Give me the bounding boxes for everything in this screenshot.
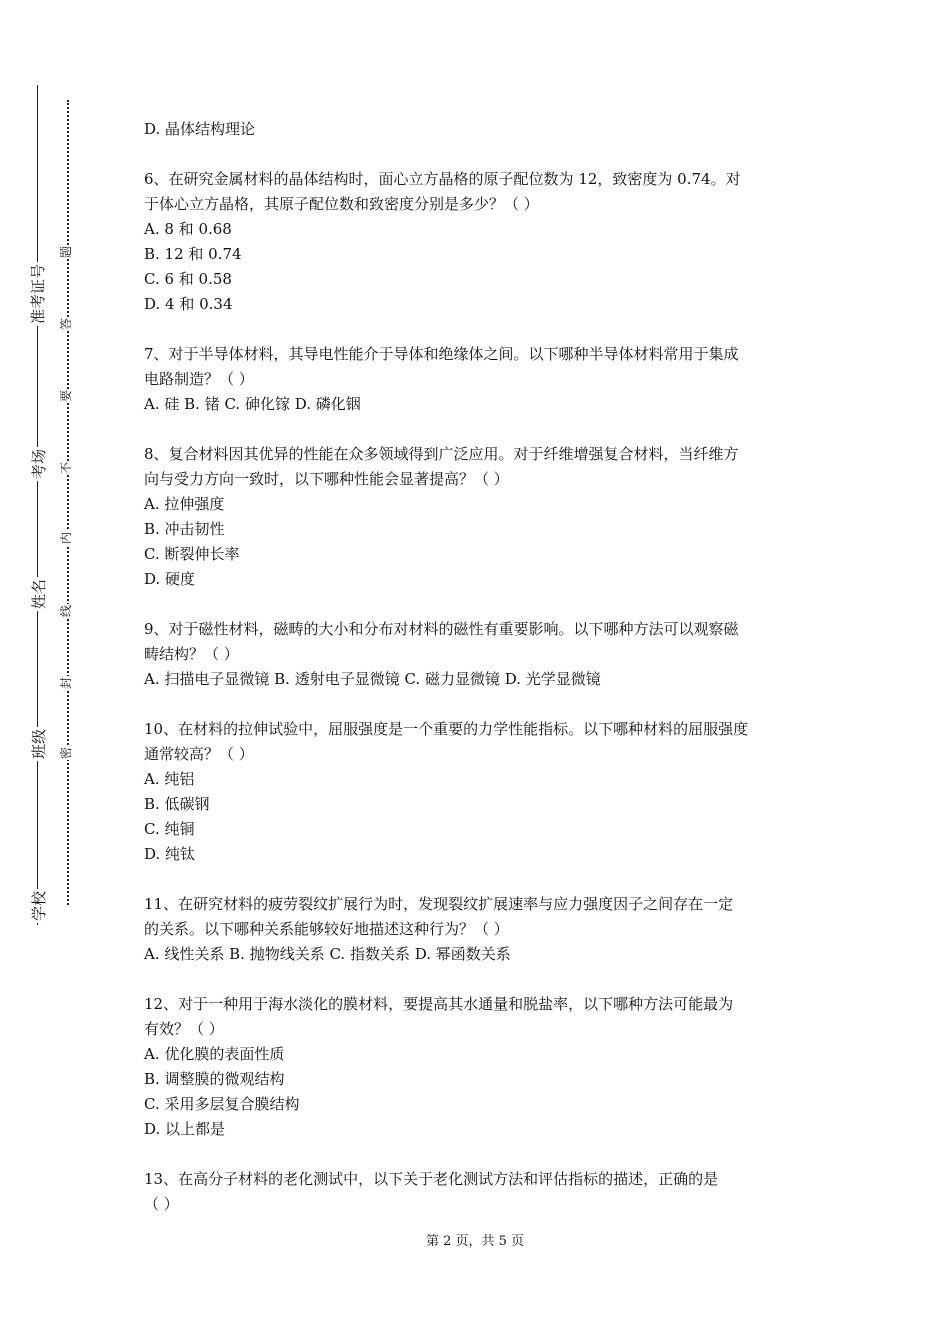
seal-char: 不 [59,461,74,475]
question-stem: 12、对于一种用于海水淡化的膜材料，要提高其水通量和脱盐率，以下哪种方法可能最为 [144,995,734,1013]
question-stem: 电路制造？（ ） [144,370,254,388]
option: D. 4 和 0.34 [144,295,233,313]
question-stem: 有效？（ ） [144,1020,224,1038]
option: D. 硬度 [144,570,196,588]
option: C. 6 和 0.58 [144,270,232,288]
question-stem: 8、复合材料因其优异的性能在众多领域得到广泛应用。对于纤维增强复合材料，当纤维方 [144,445,739,463]
question-6 [144,167,814,317]
question-stem: 9、对于磁性材料，磁畴的大小和分布对材料的磁性有重要影响。以下哪种方法可以观察磁 [144,620,739,638]
prev-question-tail [144,117,814,142]
option: B. 冲击韧性 [144,520,225,538]
question-7 [144,342,814,417]
option: A. 硅 B. 锗 C. 砷化镓 D. 磷化铟 [144,395,361,413]
option: A. 拉伸强度 [144,495,225,513]
question-stem: 10、在材料的拉伸试验中，屈服强度是一个重要的力学性能指标。以下哪种材料的屈服强度 [144,720,749,738]
question-8 [144,442,814,592]
question-9 [144,617,814,692]
question-stem: 的关系。以下哪种关系能够较好地描述这种行为？（ ） [144,920,509,938]
option: B. 调整膜的微观结构 [144,1070,285,1088]
label-school: 学校 [30,890,49,922]
question-stem: 通常较高？（ ） [144,745,254,763]
question-stem: （ ） [144,1195,179,1213]
seal-char: 内 [59,531,74,545]
binding-margin [0,0,80,1344]
question-stem: 11、在研究材料的疲劳裂纹扩展行为时，发现裂纹扩展速率与应力强度因子之间存在一定 [144,895,734,913]
question-stem: 畴结构？（ ） [144,645,239,663]
option: B. 低碳钢 [144,795,210,813]
seal-char: 线 [59,604,74,618]
question-stem: 6、在研究金属材料的晶体结构时，面心立方晶格的原子配位数为 12，致密度为 0.74。对 [144,170,741,188]
seal-char: 封 [59,676,74,690]
seal-char: 要 [59,389,74,403]
seal-char: 密 [59,746,74,760]
label-name: 姓名 [30,578,49,610]
option: C. 纯铜 [144,820,195,838]
question-stem: 向与受力方向一致时，以下哪种性能会显著提高？（ ） [144,470,509,488]
question-stem: 13、在高分子材料的老化测试中，以下关于老化测试方法和评估指标的描述，正确的是 [144,1170,719,1188]
question-10 [144,717,814,867]
question-stem: 7、对于半导体材料，其导电性能介于导体和绝缘体之间。以下哪种半导体材料常用于集成 [144,345,739,363]
question-stem: 于体心立方晶格，其原子配位数和致密度分别是多少？（ ） [144,195,539,213]
question-13 [144,1167,814,1217]
label-exam-number: 准考证号 [29,263,48,325]
label-class: 班级 [30,728,49,760]
label-exam-room: 考场 [30,448,49,480]
question-11 [144,892,814,967]
option: A. 8 和 0.68 [144,220,232,238]
option: C. 断裂伸长率 [144,545,240,563]
seal-char: 答 [59,317,74,331]
option: D. 以上都是 [144,1120,226,1138]
option: C. 采用多层复合膜结构 [144,1095,300,1113]
option: A. 线性关系 B. 抛物线关系 C. 指数关系 D. 幂函数关系 [144,945,511,963]
option: A. 扫描电子显微镜 B. 透射电子显微镜 C. 磁力显微镜 D. 光学显微镜 [144,670,601,688]
binding-solid-line [37,85,38,925]
option: D. 纯钛 [144,845,196,863]
option: A. 纯铝 [144,770,195,788]
option: B. 12 和 0.74 [144,245,242,263]
binding-dotted-line [67,100,69,905]
seal-char: 题 [59,245,74,259]
question-12 [144,992,814,1142]
option: D. 晶体结构理论 [144,120,256,138]
option: A. 优化膜的表面性质 [144,1045,285,1063]
question-list [144,117,814,1242]
page-footer: 第 2 页，共 5 页 [425,1234,525,1249]
